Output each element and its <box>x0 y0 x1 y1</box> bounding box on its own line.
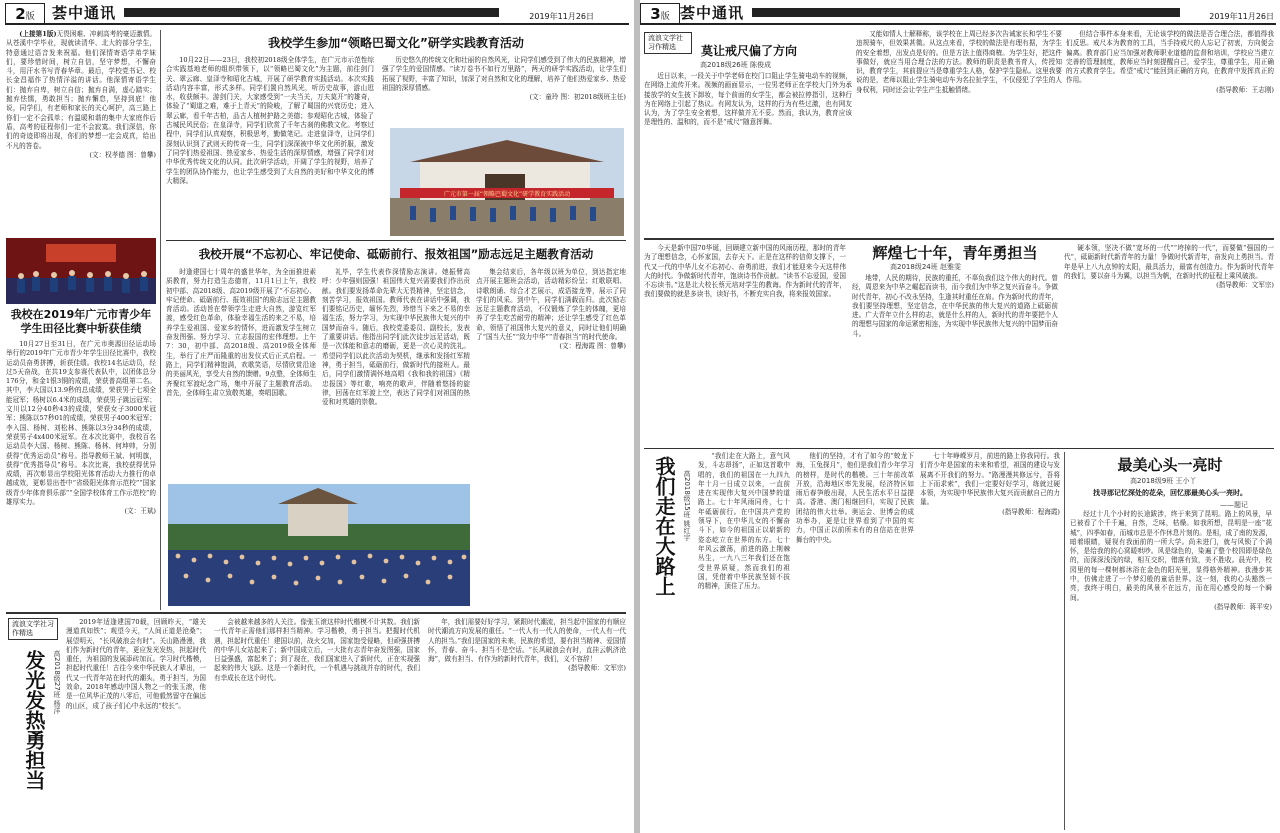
study-title: 我校学生参加“领略巴蜀文化”研学实践教育活动 <box>268 36 524 50</box>
page-3-header <box>640 0 1280 26</box>
study-text-col2: 历史悠久的传统文化和壮丽的自然风光，让同学们感受到了伟大的民族精神，增强了学生的爱国情感。“读万卷书不如行万里路”，两天的研学实践活动，让学生们拓展了视野，丰富了知识，加深了对自然和文化的理解，培养了他们热爱家乡、热爱祖国的深厚情感。 (文：童玲 图：初2018级班主任) <box>382 56 626 102</box>
road-col3: 七十年峥嵘岁月，前进的路上你我同行。我们青少年是国家的未来和希望，祖国的建设与发展离不开我们的努力。“路漫漫其修远兮，吾将上下而求索”，我们一定要好好学习，练就过硬本领，为实现中华民族伟大复兴而贡献自己的力量。 (指导教师：程海霞) <box>920 452 1060 516</box>
sports-body: 10月27日至31日，在广元市奥源田径运动场举行的2019年广元市青少年学生田径比赛中，我校运动员奋勇拼搏，斩获佳绩。我校14名运动员，经过5天奋战，在共19支参赛代表队中，以团体总分176分，和金1银3铜的成绩，荣获普高组第二名。其中，李大国以13.9秒的总成绩，荣获男子七项全能冠军；杨树以6.4米的成绩，荣获男子跳远冠军；文川以12分40秒43的成绩，荣获女子3000米冠军；熊陈以57秒01的成绩，荣获男子400米冠军；李入国、杨树、刘松林、熊陈以3分34秒的成绩，荣获男子4x400米冠军。在本次比赛中，我校百名运动员李大国、杨树、熊陈、杨林、何坤帅，分别获得“优秀运动员”称号。指导教师王斌、何明旗，获得“优秀指导员”称号。本次比赛，我校获得优异成绩，再次彰显出学校阳光体育活动大力推行的卓越成效，更彰显出苍中“省级阳光体育示范校”“国家级青少年体育俱乐部”“全国学校体育工作示范校”的雄厚实力。 (文：王斌) <box>6 340 156 516</box>
right-section-rule-2 <box>644 448 1274 449</box>
essay-col1: 2019年适逢建国70载，回顾昨天，“雄关漫道真如铁”；观望今天，“人间正道是沧桑”；展望明天，“长风破浪会有时”。关山路漫漫，我们作为新时代的青年，更应发光发热，担起时代重任，为祖国的发展添砖加瓦。学习时代楷模，担起时代重任！古往今来中华民族人才辈出，一代又一代青年站在时代的潮头，勇于担当，为国效命。2018年感动中国人物之一的张玉滚，他是一位风华正茂的八零后，可他毅然留守在偏远的山区，成了孩子们心中永远的“校长”。 <box>66 618 206 710</box>
header-bar <box>124 8 499 17</box>
section-rule <box>166 240 626 241</box>
top-byline: 高2018级26班 陈俊成 <box>700 61 771 69</box>
page-2-number: 2版 <box>5 3 45 25</box>
bottom-section-rule <box>6 612 626 614</box>
road-col2: 他们的坚持，才有了如今的“蛟龙下海，玉兔探月”，他们是我们青少年学习的榜样，是时代的楷模。三十年前改革开放，沿海地区率先发展，经济特区如雨后春笋般出现，人民生活水平日益提高。香港、澳门相继回归，实现了民族团结的伟大壮举。奥运会、世博会的成功举办，更是让世界看到了中国的实力，中国正以前所未有的自信站在世界舞台的中央。 <box>796 452 914 544</box>
youth-title: 辉煌七十年，青年勇担当 <box>872 244 1038 262</box>
peak-text: 经过十几个小时的长途跋涉，终于来到了昆明。路上的风景，早已被看了个千千遍，自然，乏味，枯燥。如我所想，昆明是一座“花城”，四季如春，而城市总是不作休息片刻的。是相，成了南的发源，暗着眼睛，疑视有我面前的一所大学。尚未进门，就与风锁了个满怀，是给我的的心窝暖哄吵。风是绿色的，染遍了整个校园即是绿色的，而深深浅浅的绿，相互交织，错落有致，美不胜收。晨光中，校园里的每一棵树都沐浴在金色的阳光里，显得格外精神。我漫步其中，仿佛走进了一个梦幻般的童话世界。这一刻，我的心头豁然一亮，我终于明白，最美的风景不在远方，而在用心感受的每一个瞬间。 (指导教师：蒋平安) <box>1070 510 1272 611</box>
sports-cont-text: (上接第1版)无畏困难、冲刺高考的豪迈激情。从苍溪中学毕业，现就读清华、北大的部分学生，特意通过语音发来祝福。他们深情寄语学弟学妹们，要珍惜时间，树立自信，坚守梦想，不懈奋斗，用汗水书写青春华章。最后，学校党书记、校长金昌福作了热情洋溢的讲话。他深情寄语学生们：抛弃自卑，树立自信；抛弃自满，虚心踏实；抛弃怯懦，勇敢担当；抛弃懈怠，坚持到底！他说，同学们，有老师和家长的关心呵护，高三路上你们一定不会孤单；有温暖和谐的集中大家庭作后盾，高考的征程你们一定不会寂寞。我们深信，你们的奇迹即将出现，你们的梦想一定会成真，给出不凡的答卷。 (文：权孝德 图：曾攀) <box>6 30 156 159</box>
page-2-logo: 荟中通讯 <box>52 4 117 22</box>
top-col1: 近日以来，一段关于中学老师在校门口阻止学生骑电动车的视频，在网络上流传开来。视频的画面显示，一位男老师正在学校大门外为承接放学的女生披下卸妆，每个前面的女学生，都会被拉停指引，这种行为在网络上引起了热议。有网友认为，这样的行为有些过激，也有网友认为，为了学生安全着想，这样做并无不妥。然而，我认为，教育应该是理性的、温和的，而不是“戒尺”随意挥舞。 <box>644 72 852 127</box>
youth-col2: 地带，人民的期待，民族的重托，不辜负我们这个伟大的时代。曾经，周恩来为中华之崛起而读书，而今我们为中华之复兴而奋斗。争做时代青年，初心不改永坚持，生逢其时重任在肩。作为新时代的青年，我们要坚持理想，坚定信念，在中华民族的伟大复兴的道路上砥砺前进。广大青年立什么样的志，就是什么样的人，新时代的青年要把个人的理想与国家的命运紧密相连，为实现中华民族伟大复兴的中国梦而奋斗。 <box>852 274 1058 338</box>
header-rule <box>5 23 629 25</box>
page-2-header <box>0 0 634 26</box>
essay-title: 发光发热勇担当 <box>22 650 46 790</box>
right-section-rule <box>644 238 1274 240</box>
youth-col3: 硬本领，坚决不做“宽坏的一代”“垮掉的一代”，而要做“强国的一代”，砥砺新时代新青年的力量！争做时代新青年，奋发向上勇担当。青年是早上八九点钟的太阳，最具活力，最富有创造力。作为新时代青年的我们，要以奋斗为翼，以担当为帆，在新时代的征程上乘风破浪。 (指导教师：文军宗) <box>1064 244 1274 290</box>
peak-subtitle: 找寻那记忆深处的花朵，回忆那最美心头一亮时。 <box>1093 489 1247 497</box>
study-photo <box>390 128 624 236</box>
page-2 <box>0 0 634 833</box>
header-rule-right <box>640 23 1276 25</box>
essay-tag: 流浪文学社习作精选 <box>8 618 58 640</box>
theme-col1: 时逢建国七十周年的盛世华年，为全面推进素质教育，努力打造生态德育，11月1日上午，我校初中部、高2018级、高2019级开展了“不忘初心、牢记使命、砥砺前行、报效祖国”的励志远足主题教育活动。活动旨在带领学生走进大自然，游览红军渡，感受红色革命，体验幸福生活的来之不易，培养学生爱祖国、爱家乡的情怀，进而激发学生树立奋发图强、努力学习、立志报国的宏伟理想。上午7：30，初中部、高2018级、高2019级全体师生，举行了庄严而隆重的出发仪式后正式启程。一路上，同学们精神饱满，欢歌笑语，尽情欣赏沿途的美丽风光，享受大自然的馈赠。9点整，全体师生齐聚红军渡纪念广场，集中开展了主题教育活动。首先，全体师生肃立致敬英雄，奏唱国歌。 <box>166 268 316 397</box>
theme-title: 我校开展“不忘初心、牢记使命、砥砺前行、报效祖国”励志远足主题教育活动 <box>198 247 594 261</box>
road-col1: “我们走在大路上，意气风发，斗志昂扬”，正如这首歌中唱的，我们的祖国在一九四九年十月一日成立以来，一直前进在实现伟大复兴中国梦的道路上。七十年风雨同舟，七十年砥砺前行。在中国共产党的领导下，在中华儿女的不懈奋斗下，如今的祖国正以崭新的姿态屹立在世界的东方。七十年风云激荡，前进的路上荆棘丛生，一九八三年我们还在饱受世界质疑，然而我们的祖国，凭借着中华民族坚韧不拔的精神，顶住了压力。 <box>698 452 790 591</box>
page-2-date: 2019年11月26日 <box>529 12 594 21</box>
essay-byline: 高2018级27班 杨洋 <box>53 650 61 714</box>
right-column-divider <box>1064 452 1065 830</box>
study-photo-banner: 广元市第一届“领略巴蜀文化”研学教育实践活动 <box>443 191 571 198</box>
peak-byline: 高2018级9班 王小丫 <box>1130 477 1197 485</box>
top-col2: 又能如情人士解释称，该学校在上周已经多次告诫家长和学生不要违规骑车，但效果甚微。从这点来看，学校的做法是有理有据，为学生的安全着想，出发点是好的。但是方法上值得商榷。为学生好，把这件事做好，就应当用合理合法的方法。教师的职责是教书育人，传授知识，教育学生，其前提应当是尊重学生人格，保护学生隐私。这里我要说的是，老师以阻止学生骑电动车为名拉扯学生，不仅侵犯了学生的人身权利，同时还会让学生产生抵触情绪。 <box>856 30 1062 94</box>
top-col3: 但结合事件本身来看，无论该学校的做法是否合理合法，都值得我们反思。戒尺本为教育的工具，当手持戒尺的人忘记了初衷，方向便会偏离。教育部门应当加强对教师职业道德的监督和培训，学校应当建立完善的管理制度，教师应当时刻提醒自己，爱学生，尊重学生，用正确的方式教育学生。希望“戒尺”能回到正确的方向，在教育中发挥真正的作用。 (指导教师：王志刚) <box>1066 30 1274 94</box>
essay-col3: 年，我们需要好好学习，紧跟时代潮流，担当起中国家的有顺应时代潮流方向发展的重任。“一代人有一代人的使命，一代人有一代人的担当。”我们是国家的未来，民族的希望，要有担当精神、爱国情怀，青春、奋斗、担当不是空话。“长风破浪会有时，直挂云帆济沧海”，做有担当、有作为的新时代青年，我们，义不容辞！ (指导教师：文军宗) <box>428 618 626 673</box>
study-text-col1: 10月22日——23日，我校初2018级全体学生，在广元市示范性综合实践基地老师的组织带领下，以“领略巴蜀文化”为主题，前往剑门关、翠云廊、皇泽寺和昭化古城，开展了研学教育实践活动。本次实践活动内容丰富，形式多样。同学们置自然风光，听历史故事，游山逛水，收获颇丰。游剑门关，大家感受到“一夫当关，万夫莫开”的雄奇，体验了“蜀道之难，难于上青天”的险峻，了解了蜀国的兴衰历史；进入翠云廊，看千年古柏，品古人植树护路之美德；参观昭化古城，体验了古城民风民俗；在皇泽寺，同学们欣赏了千年古刹的佛教文化。考察过程中，同学们认真观察，积极思考，勤做笔记。走进皇泽寺，让同学们深刻认识到了武则天的传奇一生，同学们深深被中华文化所折服，激发了同学们热爱祖国、热爱家乡、热爱生活的深厚情感，增强了同学们对中华优秀传统文化的认同。此次研学活动，开阔了学生的视野，培养了学生的团队协作能力，也让学生感受到了大自然的美好和中华文化的博大精深。 <box>166 56 374 185</box>
road-title: 我们走在大路上 <box>652 456 676 596</box>
peak-subtitle2: ——题记 <box>1220 501 1248 509</box>
page-3-logo: 荟中通讯 <box>680 4 745 22</box>
sports-title: 我校在2019年广元市青少年学生田径比赛中斩获佳绩 <box>10 308 152 335</box>
theme-col2: 礼毕，学生代表作深情励志演讲。她振臂高呼：少年强则国强！祖国伟大复兴需要我们作出贡献。我们要发扬革命先辈大无畏精神，坚定信念，刻苦学习，报效祖国。教师代表在讲话中强调，我们要铭记历史，缅怀先烈，珍惜当下来之不易的幸福生活，努力学习，为实现中华民族伟大复兴的中国梦而奋斗。随后，我校党委委员、副校长，发表了重要讲话。他指出同学们此次徒步远足活动，既是一次体能和意志的磨砺，更是一次心灵的洗礼。希望同学们以此次活动为契机，继承和发扬红军精神，勇于担当，砥砺前行，做新时代的接班人。最后，同学们激情满怀地高唱《我和我的祖国》《精忠报国》等红歌，响亮的歌声，伴随着悠扬的旋律，回荡在红军渡上空，表达了同学们对祖国的热爱和对英雄的崇敬。 <box>322 268 470 407</box>
column-divider <box>160 30 161 610</box>
road-byline: 高2018级15班 姚红宇 <box>683 470 691 541</box>
youth-col1: 今天是新中国70华诞，回顾建立新中国的风雨历程，那时的青年为了理想信念，心怀家国，去存天下。正是在这样的信仰支撑下，一代又一代的中华儿女不忘初心、奋勇前进，我们才能迎来今天这样伟大的时代。争做新时代青年，饱读诗书作贡献。“读书不忘爱国，爱国不忘读书。”这是北大校长蔡元培对学生的教诲。作为新时代的青年，我们要做的就是多读书，读好书，不断充实自我，将来报效国家。 <box>644 244 846 299</box>
youth-byline: 高2018级24班 赵雅雯 <box>890 263 961 271</box>
page-3 <box>640 0 1280 833</box>
top-tag: 流浪文学社习作精选 <box>644 32 692 54</box>
header-bar-right <box>752 8 1180 17</box>
page-3-number: 3版 <box>640 3 680 25</box>
sports-photo <box>6 238 156 304</box>
theme-col3: 集会结束后，各年级以班为单位，到达指定地点开展主题班会活动，活动精彩纷呈；红歌联唱、诗歌朗诵、综合才艺展示，成语接龙等，展示了同学们的风采。到中午，同学们满载而归。此次励志远足主题教育活动，不仅锻炼了学生的体魄，更培养了学生吃苦耐劳的精神；还让学生感受了红色革命，领悟了祖国伟大复兴的意义，同时让他们明确了“国当大任”“致力中华”“青春担当”的时代使命。 (文：程海霞 图：曾攀) <box>476 268 626 351</box>
page-3-date: 2019年11月26日 <box>1209 12 1274 21</box>
peak-title: 最美心头一亮时 <box>1117 456 1223 474</box>
theme-photo <box>168 484 470 606</box>
essay-col2: 会被越来越多的人关注。像张玉滚这样时代楷模不计其数。我们新一代青年正需他们那样担当精神。学习楷模，勇于担当。把握时代机遇，担起时代重任！建国以前，战火交加，国家饱受侵略，但顽强拼搏的中华儿女站起来了；新中国成立后，一大批有志青年奋发图强，国家日益强盛，富起来了；到了现在，我们国家进入了新时代，正在实现强起来的伟大飞跃。这是一个新时代，一个机遇与挑战并存的时代，我们有幸成长在这个时代。 <box>214 618 420 682</box>
top-title: 莫让戒尺偏了方向 <box>700 44 797 58</box>
